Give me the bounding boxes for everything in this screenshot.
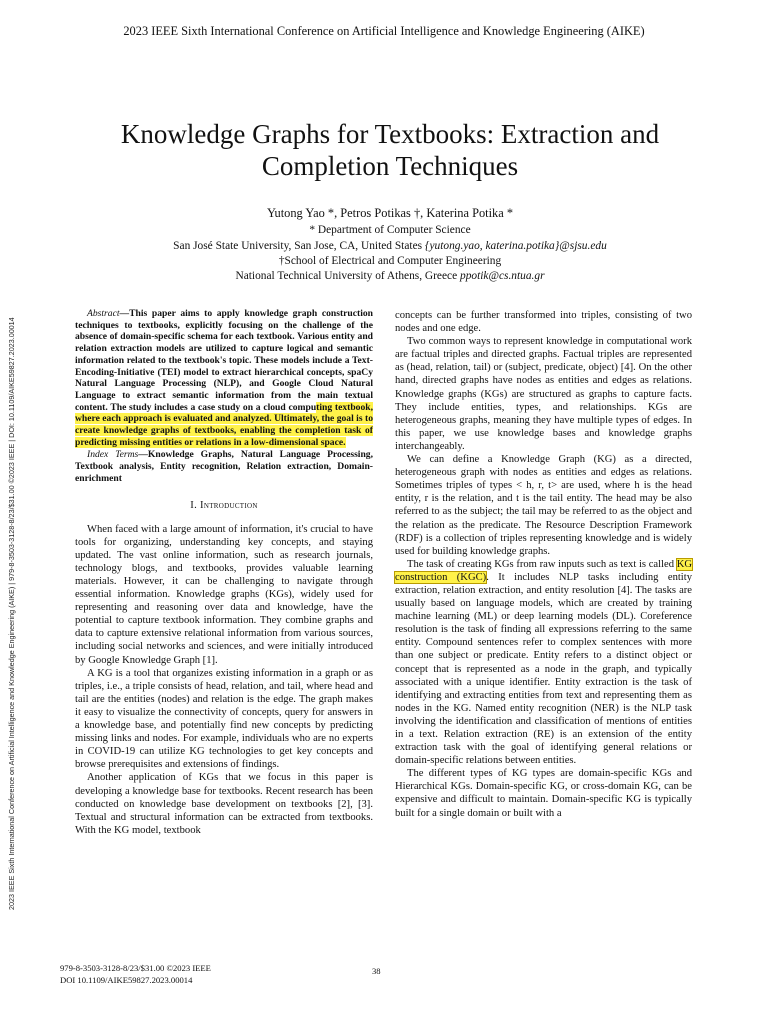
- abstract-highlighted-text: ting textbook, where each approach is evaluated and analyzed. Ultimately, the goal is to create knowledge graphs of textbooks, enabling the completion task of predicting missing entities or relations in a low-dimensional space.: [75, 401, 374, 448]
- title-line-1: Knowledge Graphs for Textbooks: Extraction and: [120, 119, 660, 149]
- affiliation-1: [60, 239, 720, 254]
- affiliation-1-univ: San José State University, San Jose, CA, United States: [173, 239, 423, 252]
- affiliation-2-email: ppotik@cs.ntua.gr: [460, 270, 545, 283]
- side-metadata-strip: 2023 IEEE Sixth International Conference on Artificial Intelligence and Knowledge Engineering (AIKE) | 979-8-3503-3128-8/23/$31.00 ©2023 IEEE | DOI: 10.1109/AIKE59827.2023.00014: [7, 317, 16, 910]
- affiliation-2: [60, 269, 720, 284]
- kgc-highlight: KG construction (KGC): [395, 558, 692, 583]
- kgc-text-before: The task of creating KGs from raw inputs such as text is called: [407, 558, 677, 570]
- intro-paragraph-3: Another application of KGs that we focus in this paper is developing a knowledge base for textbooks. Recent research has been conducted on knowledge base development on textbooks [2], [3]. Textual and structural information can be extracted from textbooks. With the KG model, textbook: [75, 772, 373, 836]
- footer-copyright: [60, 963, 211, 986]
- paper-title: [60, 118, 720, 182]
- intro-paragraph-1: When faced with a large amount of information, it's crucial to have tools for organizing, understanding key concepts, and staying updated. The vast online information, such as research journals, technology blogs, and textbooks, provides valuable learning materials. However, it can be challenging to navigate through essential information. Knowledge graphs (KGs), widely used for representing and reasoning over data and knowledge, have the potential to capture textbook information. They combine graphs and data to capture extensive relational information from various sources, including social networks and sciences, and were initially introduced by Google Knowledge Graph [1].: [75, 523, 373, 666]
- section-heading-introduction: I. Introduction: [190, 499, 258, 511]
- abstract: [75, 308, 373, 448]
- right-paragraph-1: concepts can be further transformed into triples, consisting of two nodes and one edge.: [395, 310, 692, 335]
- right-paragraph-4: [395, 558, 692, 768]
- footer-doi: DOI 10.1109/AIKE59827.2023.00014: [60, 974, 193, 985]
- conference-header: 2023 IEEE Sixth International Conference on Artificial Intelligence and Knowledge Engineering (AIKE): [123, 24, 645, 38]
- right-column: [395, 309, 692, 820]
- affiliation-2-dept: †School of Electrical and Computer Engineering: [278, 254, 502, 267]
- index-terms: [75, 449, 373, 484]
- title-line-2: Completion Techniques: [261, 151, 519, 181]
- abstract-text: —This paper aims to apply knowledge graph construction techniques to textbooks, explicitly focusing on the challenge of the absence of domain-specific schema for each textbook. Various entity and relation extraction models are utilized to capture logical and semantic information related to the textbook's topic. These models include a Text-Encoding-Initiative (TEI) model to extract hierarchical concepts, spaCy Natural Language Processing (NLP), and Google Cloud Natural Language to extract semantic information from the main textual content. The study includes a case study on a cloud compu: [75, 308, 373, 413]
- kgc-text-after: . It includes NLP tasks including entity extraction, relation extraction, and entity resolution [4]. The tasks are usually based on language models, which are created by training machine learning (ML) or deep learning models (DL). Coreference resolution is the task of finding all expressions referring to the same entity. Compound sentences refer to complex sentences with more than one subject or predicate. Entity refers to a distinct object or concept that is represented as a node in the graph, and typically associated with a unique identifier. Entity extraction is the task of identifying and extracting entities from text and representing them as nodes in the KG. Named entity recognition (NER) is the NLP task involving the identification and classification of mentions of entities in a text. Relation extraction (RE) is an extension of the entity extraction task with the goal of identifying general relations or domain-specific relations between entities.: [395, 571, 692, 767]
- footer-isbn: 979-8-3503-3128-8/23/$31.00 ©2023 IEEE: [60, 963, 211, 973]
- right-paragraph-3: We can define a Knowledge Graph (KG) as a directed, heterogeneous graph with nodes as entities and edges as relations. Sometimes triples of types < h, r, t> are used, where h is the head entity, r is the relation, and t is the tail entity. The head may be also referred to as the subject; the tail may be referred to as the object and the relation as the predicate. The Resource Description Framework (RDF) is a collection of triples representing knowledge and is widely used for building knowledge graphs.: [395, 454, 692, 557]
- authors-block: [60, 206, 720, 284]
- abstract-label: Abstract: [87, 308, 120, 319]
- left-column: [75, 308, 373, 837]
- right-paragraph-5: The different types of KG types are domain-specific KGs and Hierarchical KGs. Domain-specific KG, or cross-domain KG, can be expensive and difficult to maintain. Domain-specific KG is typically built for a single domain or built with a: [395, 768, 692, 819]
- page-number: 38: [372, 966, 381, 976]
- affiliation-1-email: {yutong.yao, katerina.potika}@sjsu.edu: [424, 239, 607, 252]
- index-terms-text: —Knowledge Graphs, Natural Language Processing, Textbook analysis, Entity recognition, Relation extraction, Domain-enrichment: [75, 449, 373, 484]
- affiliation-1-dept: * Department of Computer Science: [309, 224, 471, 237]
- author-names: Yutong Yao *, Petros Potikas †, Katerina Potika *: [266, 206, 514, 220]
- affiliation-2-univ: National Technical University of Athens, Greece: [235, 270, 458, 283]
- index-terms-label: Index Terms: [87, 449, 139, 461]
- right-paragraph-2: Two common ways to represent knowledge in computational work are factual triples and directed graphs. Factual triples are represented as (head, relation, tail) or (subject, predicate, object) [4]. On the other hand, directed graphs have nodes as entities and edges as relations. Knowledge graphs (KGs) are structured as graphs to capture facts. They include entities, types, and relationships. KGs are heterogeneous graphs, meaning they have multiple types of edges. In this paper, we use knowledge bases and knowledge graphs interchangeably.: [395, 336, 692, 452]
- intro-paragraph-2: A KG is a tool that organizes existing information in a graph or as triples, i.e., a triple consists of head, relation, and tail, where head and tail are the entities (nodes) and relation is the edge. The graph makes it easy to visualize the connectivity of concepts, query for answers in a knowledge base, and potentially find new concepts by predicting missing links and nodes. For example, individuals who are no experts in COVID-19 can utilize KG technologies to get key concepts and browse prerequisites and extensions of findings.: [75, 667, 373, 771]
